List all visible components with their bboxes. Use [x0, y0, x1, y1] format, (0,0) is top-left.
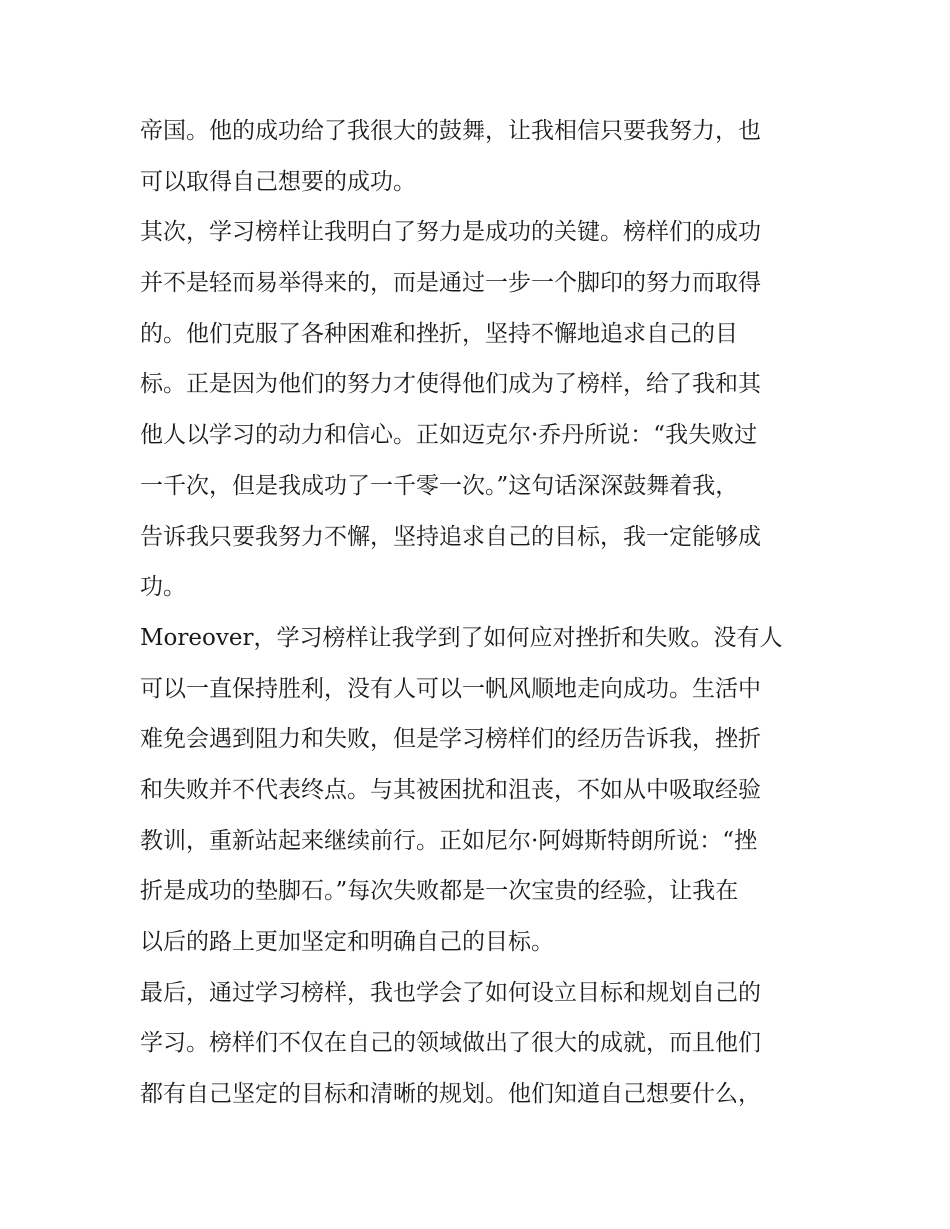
text-line: 告诉我只要我努力不懈，坚持追求自己的目标，我一定能够成	[140, 523, 761, 550]
text-line: 他人以学习的动力和信心。正如迈克尔·乔丹所说：“我失败过	[140, 422, 758, 449]
text-line: 教训，重新站起来继续前行。正如尼尔·阿姆斯特朗所说：“挫	[140, 827, 758, 854]
text-line: 都有自己坚定的目标和清晰的规划。他们知道自己想要什么，	[140, 1081, 761, 1108]
text-line: Moreover，学习榜样让我学到了如何应对挫折和失败。没有人	[140, 624, 783, 651]
text-line: 功。	[140, 574, 186, 601]
text-line: 学习。榜样们不仅在自己的领域做出了很大的成就，而且他们	[140, 1030, 761, 1057]
text-line: 的。他们克服了各种困难和挫折，坚持不懈地追求自己的目	[140, 320, 738, 347]
text-line: 并不是轻而易举得来的，而是通过一步一个脚印的努力而取得	[140, 270, 761, 297]
text-line: 其次，学习榜样让我明白了努力是成功的关键。榜样们的成功	[140, 219, 761, 246]
text-line: 和失败并不代表终点。与其被困扰和沮丧，不如从中吸取经验	[140, 776, 761, 803]
text-line: 一千次，但是我成功了一千零一次。”这句话深深鼓舞着我，	[140, 472, 739, 499]
text-line: 可以一直保持胜利，没有人可以一帆风顺地走向成功。生活中	[140, 675, 761, 702]
body-text	[140, 106, 820, 1120]
text-line: 难免会遇到阻力和失败，但是学习榜样们的经历告诉我，挫折	[140, 726, 761, 753]
text-line: 折是成功的垫脚石。”每次失败都是一次宝贵的经验，让我在	[140, 878, 739, 905]
text-line: 最后，通过学习榜样，我也学会了如何设立目标和规划自己的	[140, 979, 761, 1006]
text-line: 可以取得自己想要的成功。	[140, 168, 416, 195]
text-line: 以后的路上更加坚定和明确自己的目标。	[140, 929, 554, 955]
text-line: 标。正是因为他们的努力才使得他们成为了榜样，给了我和其	[140, 371, 761, 398]
text-line: 帝国。他的成功给了我很大的鼓舞，让我相信只要我努力，也	[140, 118, 761, 144]
